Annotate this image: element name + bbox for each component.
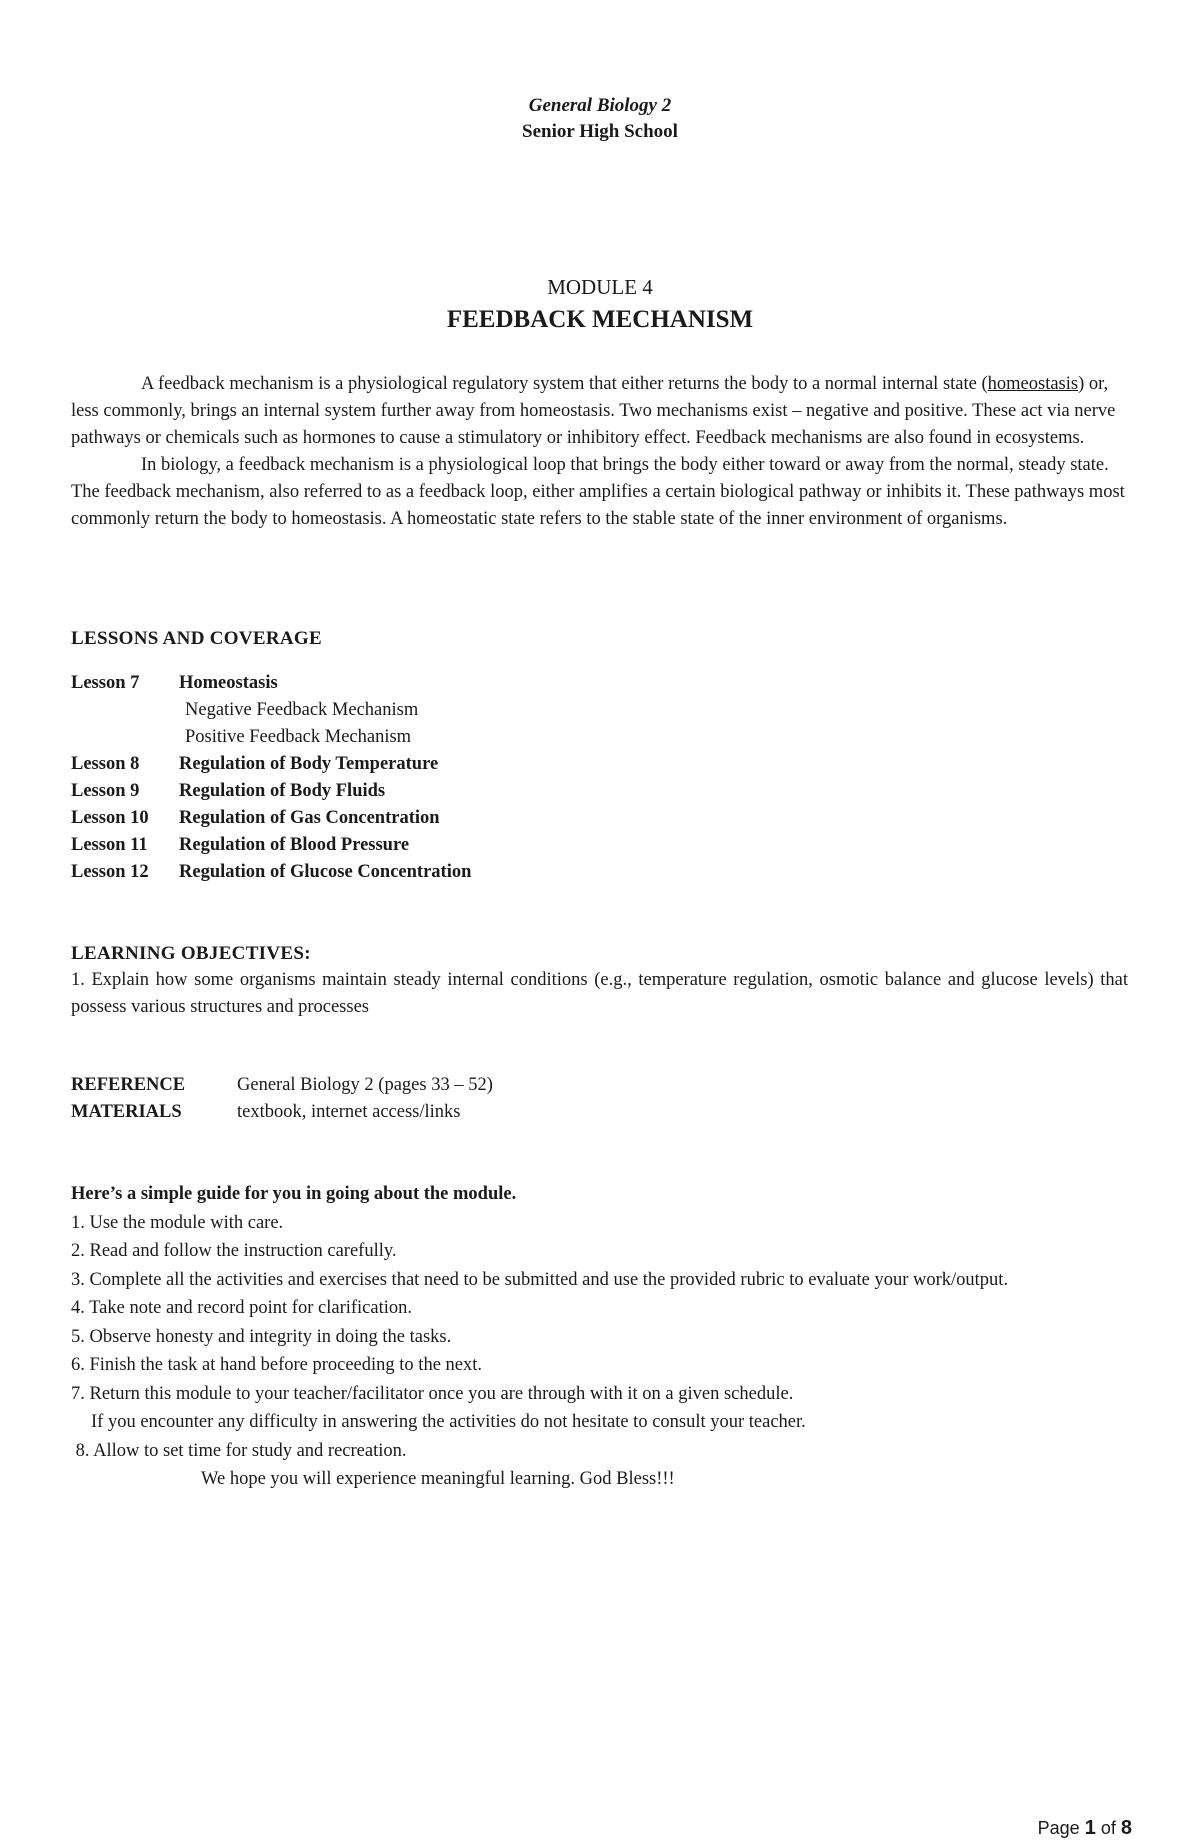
guide-item: 8. Allow to set time for study and recreation. — [71, 1440, 407, 1461]
module-title: FEEDBACK MECHANISM — [446, 306, 754, 333]
module-number: MODULE 4 — [547, 275, 653, 299]
lesson-subtopic: Negative Feedback Mechanism — [185, 700, 419, 720]
page-word: Page — [1037, 1818, 1080, 1838]
lessons-list — [71, 670, 771, 886]
school-level: Senior High School — [522, 121, 678, 142]
objectives-heading: LEARNING OBJECTIVES: — [71, 943, 311, 964]
lesson-number: Lesson 12 — [71, 862, 149, 882]
intro-p1-after: ) or, less commonly, brings an internal system further away from homeostasis. Two mechanisms exist – negative and positive. These act via nerve pathways or chemicals such as hormones to cause a stimulatory or inhibitory effect. Feedback mechanisms are also found in ecosystems. — [71, 374, 1116, 448]
guide-section — [71, 1180, 1128, 1494]
objectives-section — [71, 940, 1128, 1021]
lesson-row — [71, 670, 771, 697]
materials-value: textbook, internet access/links — [237, 1102, 461, 1122]
guide-item: 1. Use the module with care. — [71, 1212, 284, 1233]
reference-materials — [71, 1072, 493, 1126]
homeostasis-link[interactable]: homeostasis — [987, 374, 1079, 394]
guide-item-note: If you encounter any difficulty in answering the activities do not hesitate to consult your teacher. — [91, 1412, 806, 1432]
reference-label: REFERENCE — [71, 1075, 186, 1095]
intro-section — [71, 371, 1128, 533]
guide-item: 6. Finish the task at hand before proceeding to the next. — [71, 1355, 483, 1375]
guide-heading: Here’s a simple guide for you in going about the module. — [71, 1184, 517, 1204]
guide-item: 2. Read and follow the instruction carefully. — [71, 1241, 397, 1261]
guide-item: 7. Return this module to your teacher/facilitator once you are through with it on a given schedule. — [71, 1383, 794, 1404]
page-number — [1038, 1817, 1132, 1840]
lesson-title: Regulation of Gas Concentration — [179, 808, 440, 828]
lesson-title: Regulation of Body Fluids — [179, 781, 386, 801]
guide-item: 4. Take note and record point for clarification. — [71, 1298, 412, 1318]
lesson-title: Regulation of Body Temperature — [179, 754, 439, 774]
objective-item: 1. Explain how some organisms maintain steady internal conditions (e.g., temperature regulation, osmotic balance and glucose levels) that possess various structures and processes — [71, 970, 1128, 1017]
lesson-row — [71, 832, 771, 859]
intro-paragraph-2: In biology, a feedback mechanism is a physiological loop that brings the body either toward or away from the normal, steady state. The feedback mechanism, also referred to as a feedback loop, either amplifies a certain biological pathway or inhibits it. These pathways most commonly return the body to homeostasis. A homeostatic state refers to the stable state of the inner environment of organisms. — [71, 455, 1125, 529]
lesson-row — [71, 778, 771, 805]
lesson-row — [71, 805, 771, 832]
intro-p1-before: A feedback mechanism is a physiological regulatory system that either returns the body to a normal internal state ( — [141, 374, 988, 394]
materials-label: MATERIALS — [71, 1102, 182, 1122]
closing-message: We hope you will experience meaningful learning. God Bless!!! — [201, 1469, 675, 1489]
lesson-row — [71, 751, 771, 778]
lesson-number: Lesson 8 — [71, 754, 140, 774]
lesson-title: Homeostasis — [179, 673, 278, 693]
reference-value: General Biology 2 (pages 33 – 52) — [237, 1075, 493, 1095]
guide-item: 5. Observe honesty and integrity in doing the tasks. — [71, 1326, 452, 1347]
lesson-number: Lesson 10 — [71, 808, 149, 828]
current-page: 1 — [1084, 1817, 1096, 1839]
of-word: of — [1100, 1818, 1116, 1838]
lesson-title: Regulation of Blood Pressure — [179, 835, 410, 855]
intro-paragraph-1 — [71, 371, 1128, 452]
materials-row — [71, 1099, 493, 1126]
lessons-heading: LESSONS AND COVERAGE — [71, 628, 322, 649]
lesson-number: Lesson 11 — [71, 835, 148, 855]
guide-item: 3. Complete all the activities and exercises that need to be submitted and use the provided rubric to evaluate your work/output. — [71, 1269, 1009, 1290]
total-pages: 8 — [1120, 1817, 1132, 1839]
lesson-subtopic: Positive Feedback Mechanism — [185, 727, 412, 747]
lesson-number: Lesson 9 — [71, 781, 140, 801]
reference-row — [71, 1072, 493, 1099]
lesson-number: Lesson 7 — [71, 673, 140, 693]
lesson-row — [71, 859, 771, 886]
course-title: General Biology 2 — [528, 95, 672, 116]
lesson-title: Regulation of Glucose Concentration — [179, 862, 472, 882]
